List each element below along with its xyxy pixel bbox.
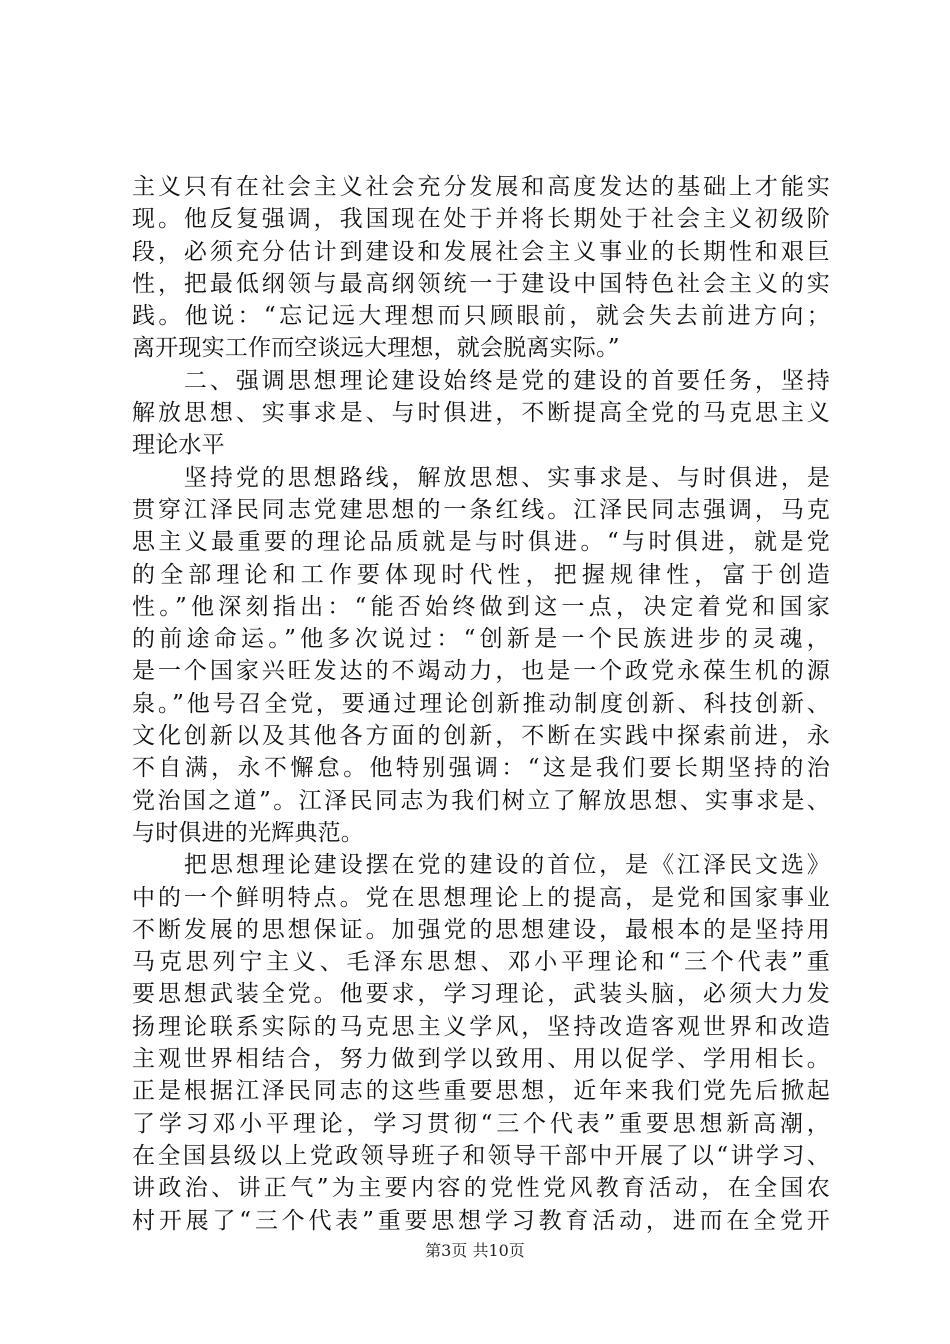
text-line: 性，把最低纲领与最高纲领统一于建设中国特色社会主义的实 xyxy=(132,270,830,297)
body-text xyxy=(132,171,830,1237)
section-heading-line: 理论水平 xyxy=(132,432,225,459)
text-line: 离开现实工作而空谈远大理想，就会脱离实际。” xyxy=(132,335,620,362)
section-heading-line: 解放思想、实事求是、与时俱进，不断提高全党的马克思主义 xyxy=(132,400,830,427)
text-line: 坚持党的思想路线，解放思想、实事求是、与时俱进，是 xyxy=(132,464,830,491)
text-line: 正是根据江泽民同志的这些重要思想，近年来我们党先后掀起 xyxy=(132,1078,830,1105)
text-line: 讲政治、讲正气”为主要内容的党性党风教育活动，在全国农 xyxy=(132,1175,830,1202)
text-line: 把思想理论建设摆在党的建设的首位，是《江泽民文选》 xyxy=(132,852,830,879)
text-line: 泉。”他号召全党，要通过理论创新推动制度创新、科技创新、 xyxy=(132,690,830,717)
text-line: 性。”他深刻指出：“能否始终做到这一点，决定着党和国家 xyxy=(132,593,830,620)
text-line: 贯穿江泽民同志党建思想的一条红线。江泽民同志强调，马克 xyxy=(132,496,830,523)
text-line: 是一个国家兴旺发达的不竭动力，也是一个政党永葆生机的源 xyxy=(132,658,830,685)
text-line: 段，必须充分估计到建设和发展社会主义事业的长期性和艰巨 xyxy=(132,238,830,265)
text-line: 了学习邓小平理论，学习贯彻“三个代表”重要思想新高潮， xyxy=(132,1110,830,1137)
text-line: 中的一个鲜明特点。党在思想理论上的提高，是党和国家事业 xyxy=(132,884,830,911)
text-line: 党治国之道”。江泽民同志为我们树立了解放思想、实事求是、 xyxy=(132,787,830,814)
text-line: 村开展了“三个代表”重要思想学习教育活动，进而在全党开 xyxy=(132,1207,830,1234)
page-number-footer: 第3页 共10页 xyxy=(425,1241,525,1260)
text-line: 践。他说：“忘记远大理想而只顾眼前，就会失去前进方向； xyxy=(132,303,830,330)
text-line: 在全国县级以上党政领导班子和领导干部中开展了以“讲学习、 xyxy=(132,1142,830,1169)
text-line: 与时俱进的光辉典范。 xyxy=(132,819,364,846)
text-line: 的全部理论和工作要体现时代性，把握规律性，富于创造 xyxy=(132,561,830,588)
text-line: 不自满，永不懈怠。他特别强调：“这是我们要长期坚持的治 xyxy=(132,755,830,782)
text-line: 扬理论联系实际的马克思主义学风，坚持改造客观世界和改造 xyxy=(132,1013,830,1040)
text-line: 主观世界相结合，努力做到学以致用、用以促学、学用相长。 xyxy=(132,1046,830,1073)
text-line: 马克思列宁主义、毛泽东思想、邓小平理论和“三个代表”重 xyxy=(132,949,830,976)
text-line: 思主义最重要的理论品质就是与时俱进。“与时俱进，就是党 xyxy=(132,529,830,556)
text-line: 要思想武装全党。他要求，学习理论，武装头脑，必须大力发 xyxy=(132,981,830,1008)
text-line: 文化创新以及其他各方面的创新，不断在实践中探索前进，永 xyxy=(132,723,830,750)
section-heading-line: 二、强调思想理论建设始终是党的建设的首要任务，坚持 xyxy=(132,367,830,394)
text-line: 的前途命运。”他多次说过：“创新是一个民族进步的灵魂， xyxy=(132,626,830,653)
text-line: 现。他反复强调，我国现在处于并将长期处于社会主义初级阶 xyxy=(132,206,830,233)
text-line: 不断发展的思想保证。加强党的思想建设，最根本的是坚持用 xyxy=(132,916,830,943)
text-line: 主义只有在社会主义社会充分发展和高度发达的基础上才能实 xyxy=(132,174,830,200)
